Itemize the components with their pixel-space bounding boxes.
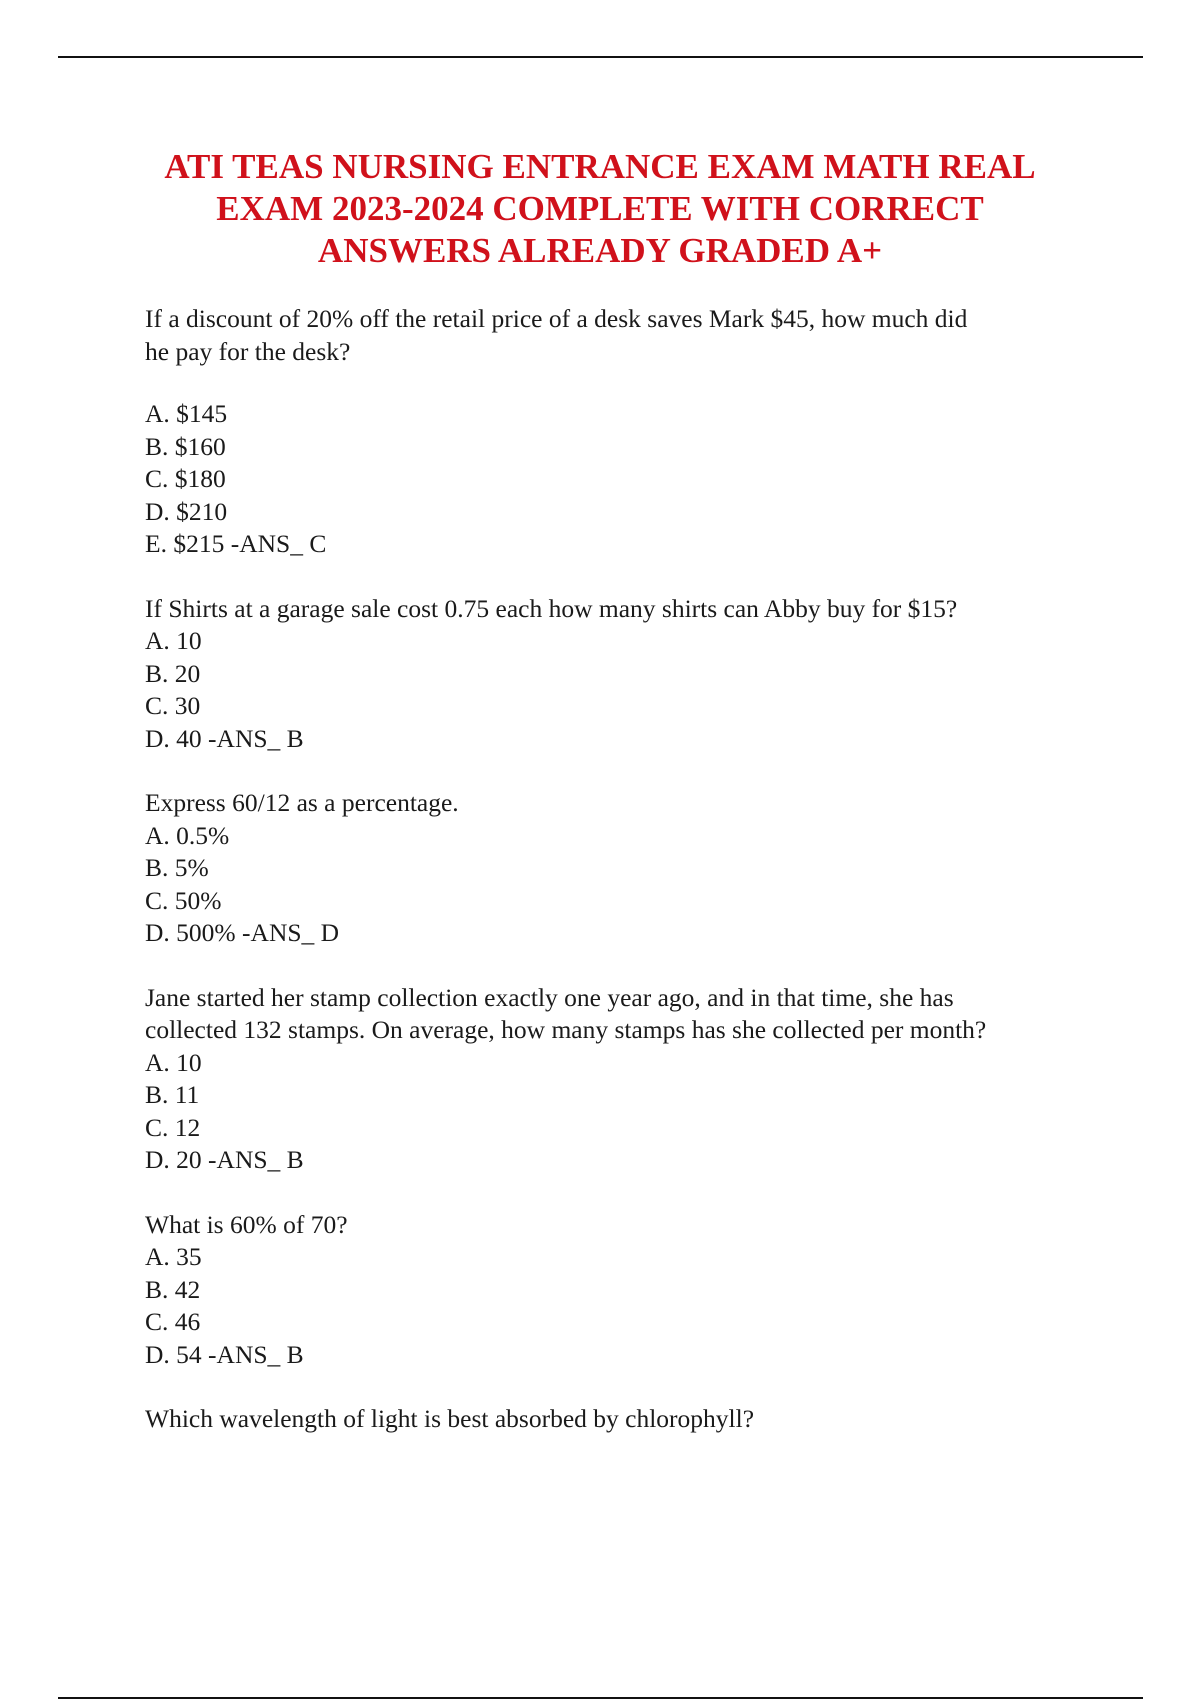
question-3 [145,787,1095,950]
title-line: EXAM 2023-2024 COMPLETE WITH CORRECT [216,189,984,228]
title-line: ATI TEAS NURSING ENTRANCE EXAM MATH REAL [164,147,1036,186]
answer-option: D. 500% -ANS_ D [145,918,340,947]
question-text: If a discount of 20% off the retail price of a desk saves Mark $45, how much did [145,304,968,333]
document-title [100,146,1100,272]
answer-option: C. 46 [145,1307,201,1336]
answer-option: A. $145 [145,399,228,428]
question-text: What is 60% of 70? [145,1209,348,1239]
question-text: collected 132 stamps. On average, how many stamps has she collected per month? [145,1015,987,1044]
answer-option: C. 12 [145,1112,201,1142]
question-list [145,303,1095,1468]
question-1 [145,303,1095,561]
answer-option: A. 10 [145,626,202,655]
answer-option: E. $215 -ANS_ C [145,529,327,558]
answer-option: C. $180 [145,464,226,493]
top-rule [58,56,1143,58]
answer-option: C. 30 [145,691,201,720]
question-6 [145,1403,1095,1436]
question-2 [145,593,1095,756]
answer-option: D. 54 -ANS_ B [145,1339,304,1369]
question-text: Express 60/12 as a percentage. [145,788,459,817]
answer-options [145,398,1095,561]
answer-option: C. 50% [145,885,222,915]
question-text: he pay for the desk? [145,336,351,366]
answer-option: A. 0.5% [145,820,230,850]
answer-options [145,625,1095,755]
answer-option: B. 20 [145,658,201,688]
question-text: Which wavelength of light is best absorbed by chlorophyll? [145,1404,755,1433]
title-line: ANSWERS ALREADY GRADED A+ [317,231,883,270]
answer-option: B. $160 [145,431,226,461]
question-text: If Shirts at a garage sale cost 0.75 each how many shirts can Abby buy for $15? [145,593,958,623]
answer-option: A. 10 [145,1047,202,1077]
question-text: Jane started her stamp collection exactly one year ago, and in that time, she has [145,982,954,1012]
answer-option: D. $210 [145,496,228,526]
answer-option: B. 42 [145,1274,201,1304]
bottom-rule [58,1697,1143,1699]
question-5 [145,1209,1095,1372]
answer-options [145,1047,1095,1177]
answer-option: D. 40 -ANS_ B [145,723,304,753]
answer-options [145,1241,1095,1371]
answer-option: A. 35 [145,1242,202,1271]
answer-options [145,820,1095,950]
answer-option: B. 5% [145,853,209,882]
answer-option: D. 20 -ANS_ B [145,1145,304,1174]
answer-option: B. 11 [145,1080,200,1109]
question-4 [145,982,1095,1177]
